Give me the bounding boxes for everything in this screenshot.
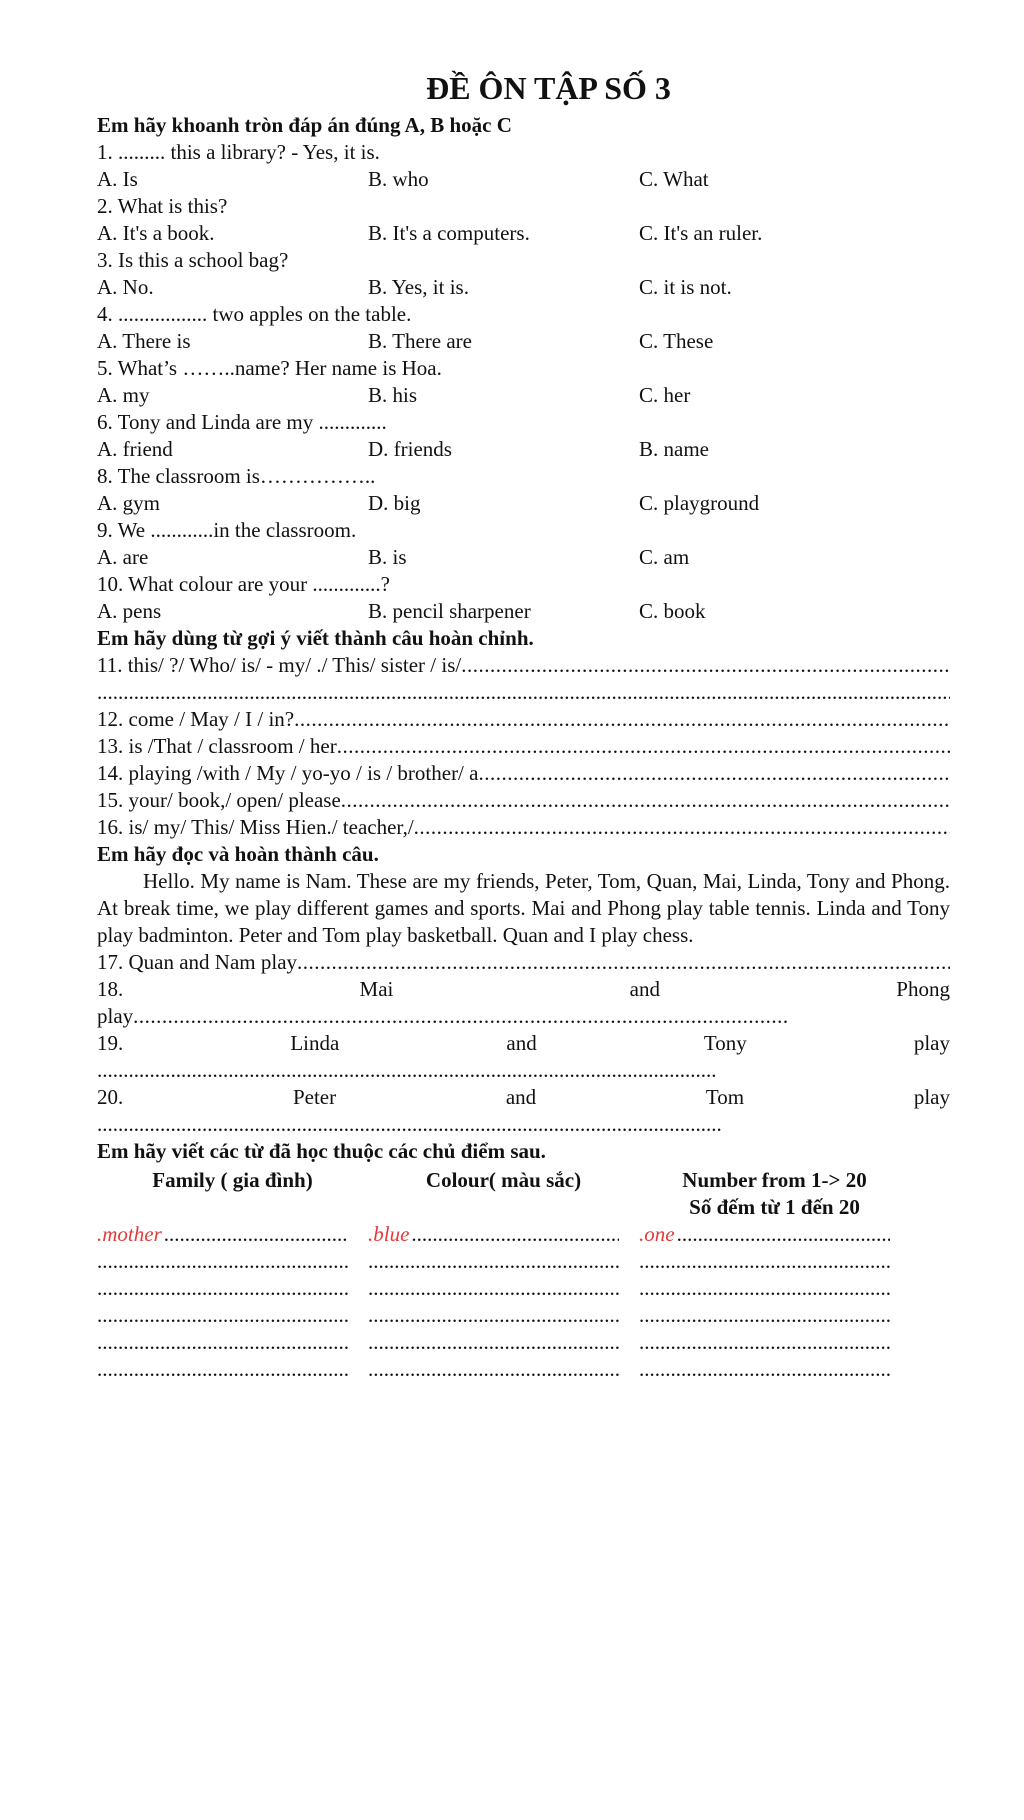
option-b[interactable]: B. There are	[368, 329, 472, 353]
answer-line-18: play .....	[97, 1003, 787, 1030]
vocab-blank-line	[97, 1356, 368, 1383]
colour-column	[368, 1221, 639, 1383]
section1-heading: Em hãy khoanh tròn đáp án đúng A, B hoặc C	[97, 113, 512, 137]
question-19: 19. Linda and Tony play	[97, 1031, 950, 1055]
vocab-table-header	[97, 1167, 950, 1221]
vocab-blank-line	[97, 1302, 368, 1329]
sentence-item: 11. this/ ?/ Who/ is/ - my/ ./ This/ sister / is/ .....	[97, 652, 950, 679]
option-a[interactable]: A. friend	[97, 437, 173, 461]
vocab-blank-line	[368, 1275, 639, 1302]
option-c[interactable]: C. am	[639, 545, 690, 569]
vocab-blank-line	[368, 1356, 639, 1383]
sentence-item: 12. come / May / I / in? .....	[97, 706, 950, 733]
option-b[interactable]: B. his	[368, 383, 418, 407]
question-text: 2. What is this?	[97, 194, 228, 218]
option-a[interactable]: A. No.	[97, 275, 154, 299]
option-b[interactable]: B. It's a computers.	[368, 221, 530, 245]
question-text: 6. Tony and Linda are my .............	[97, 410, 387, 434]
example-word: .blue	[368, 1222, 410, 1246]
vocab-blank-line	[368, 1302, 639, 1329]
sentence-item: 15. your/ book,/ open/ please .....	[97, 787, 950, 814]
question-text: 9. We ............in the classroom.	[97, 518, 357, 542]
vocab-blank-line	[97, 1329, 368, 1356]
example-word: .one	[639, 1222, 675, 1246]
family-column-header: Family ( gia đình)	[152, 1168, 313, 1192]
option-a[interactable]: A. Is	[97, 167, 138, 191]
option-c[interactable]: C. These	[639, 329, 714, 353]
option-b[interactable]: D. friends	[368, 437, 452, 461]
question-17: 17. Quan and Nam play .....	[97, 949, 950, 976]
vocab-cell	[639, 1221, 910, 1248]
option-a[interactable]: A. pens	[97, 599, 162, 623]
vocab-blank-line	[97, 1248, 368, 1275]
option-a[interactable]: A. my	[97, 383, 150, 407]
option-c[interactable]: C. it is not.	[639, 275, 732, 299]
option-c[interactable]: C. What	[639, 167, 709, 191]
vocab-blank-line	[639, 1302, 910, 1329]
sentence-item: 14. playing /with / My / yo-yo / is / brother/ a .....	[97, 760, 950, 787]
option-a[interactable]: A. are	[97, 545, 149, 569]
option-b[interactable]: B. who	[368, 167, 429, 191]
question-text: 10. What colour are your .............?	[97, 572, 390, 596]
vocab-blank-line	[639, 1248, 910, 1275]
question-text: 5. What’s ……..name? Her name is Hoa.	[97, 356, 442, 380]
answer-line-19	[97, 1057, 717, 1084]
option-a[interactable]: A. It's a book.	[97, 221, 215, 245]
example-word: .mother	[97, 1222, 162, 1246]
question-text: 1. ......... this a library? - Yes, it is.	[97, 140, 380, 164]
multiple-choice-list	[97, 139, 950, 625]
answer-options	[97, 436, 950, 463]
answer-options	[97, 598, 950, 625]
question-text: 8. The classroom is……………..	[97, 464, 376, 488]
question-20: 20. Peter and Tom play	[97, 1085, 950, 1109]
family-column	[97, 1221, 368, 1383]
answer-options	[97, 220, 950, 247]
option-c[interactable]: C. book	[639, 599, 706, 623]
vocab-blank-line	[97, 1275, 368, 1302]
number-column-header: Number from 1-> 20 Số đếm từ 1 đến 20	[682, 1168, 867, 1219]
answer-options	[97, 382, 950, 409]
number-column	[639, 1221, 910, 1383]
vocab-cell	[368, 1221, 639, 1248]
answer-options	[97, 274, 950, 301]
section4-heading: Em hãy viết các từ đã học thuộc các chủ điểm sau.	[97, 1139, 546, 1163]
question-text: 3. Is this a school bag?	[97, 248, 289, 272]
sentence-item: 16. is/ my/ This/ Miss Hien./ teacher,/ .....	[97, 814, 950, 841]
section3-heading: Em hãy đọc và hoàn thành câu.	[97, 842, 379, 866]
worksheet	[97, 66, 950, 1383]
vocab-blank-line	[639, 1275, 910, 1302]
option-c[interactable]: C. It's an ruler.	[639, 221, 763, 245]
answer-line-20	[97, 1111, 722, 1138]
vocab-blank-line	[639, 1329, 910, 1356]
sentence-item: 13. is /That / classroom / her .....	[97, 733, 950, 760]
answer-options	[97, 544, 950, 571]
answer-options	[97, 328, 950, 355]
option-c[interactable]: C. playground	[639, 491, 760, 515]
colour-column-header: Colour( màu sắc)	[425, 1168, 582, 1192]
vocab-blank-line	[368, 1248, 639, 1275]
section2-heading: Em hãy dùng từ gợi ý viết thành câu hoàn chỉnh.	[97, 626, 534, 650]
answer-line	[97, 679, 950, 706]
answer-options	[97, 490, 950, 517]
option-c[interactable]: B. name	[639, 437, 709, 461]
reading-passage: Hello. My name is Nam. These are my friends, Peter, Tom, Quan, Mai, Linda, Tony and Phong. At break time, we play different games and sports. Mai and Phong play table tennis. Linda and Tony play badminton. Peter and Tom play basketball. Quan and I play chess.	[97, 869, 950, 947]
question-18: 18. Mai and Phong	[97, 977, 950, 1001]
vocab-cell	[97, 1221, 368, 1248]
question-text: 4. ................. two apples on the table.	[97, 302, 412, 326]
page-title: ĐỀ ÔN TẬP SỐ 3	[426, 70, 671, 106]
option-b[interactable]: B. is	[368, 545, 407, 569]
option-a[interactable]: A. There is	[97, 329, 191, 353]
option-a[interactable]: A. gym	[97, 491, 160, 515]
option-b[interactable]: B. Yes, it is.	[368, 275, 469, 299]
option-b[interactable]: D. big	[368, 491, 421, 515]
option-b[interactable]: B. pencil sharpener	[368, 599, 531, 623]
option-c[interactable]: C. her	[639, 383, 691, 407]
vocab-table	[97, 1221, 950, 1383]
answer-options	[97, 166, 950, 193]
vocab-blank-line	[368, 1329, 639, 1356]
vocab-blank-line	[639, 1356, 910, 1383]
